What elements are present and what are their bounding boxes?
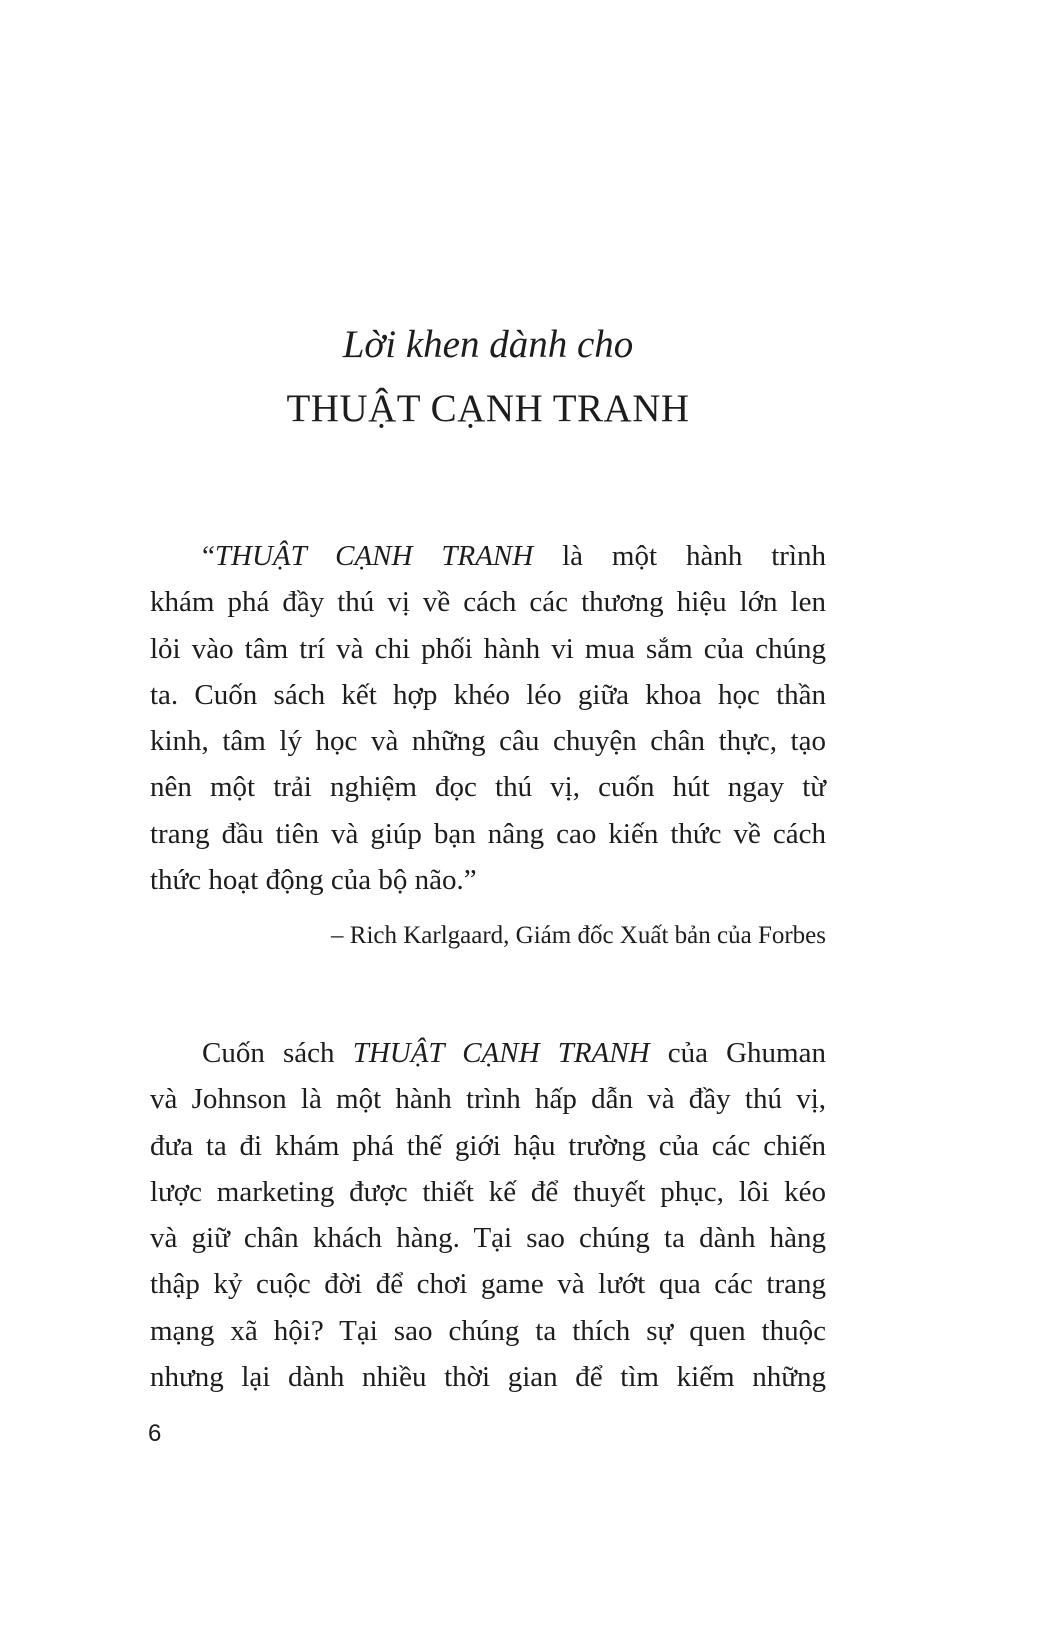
- quote-line: [150, 533, 826, 579]
- quote-text: Cuốn sách: [202, 1037, 353, 1069]
- quote-line: lược marketing được thiết kế để thuyết phục, lôi kéo: [150, 1175, 826, 1208]
- quote-text: của Ghuman: [649, 1037, 826, 1069]
- quote-line: [150, 1030, 826, 1076]
- quote-line: nhưng lại dành nhiều thời gian để tìm kiếm những: [150, 1361, 826, 1394]
- quote-line: trang đầu tiên và giúp bạn nâng cao kiến thức về cách: [150, 817, 826, 850]
- page-number: 6: [148, 1420, 162, 1447]
- quote-line: thức hoạt động của bộ não.”: [150, 864, 477, 897]
- quote-line: và giữ chân khách hàng. Tại sao chúng ta dành hàng: [150, 1222, 826, 1255]
- open-quote: “: [202, 540, 215, 572]
- book-title-italic: THUẬT CẠNH TRANH: [214, 540, 534, 572]
- quote-line: lỏi vào tâm trí và chi phối hành vi mua sắm của chúng: [150, 632, 826, 665]
- quote-line: ta. Cuốn sách kết hợp khéo léo giữa khoa học thần: [150, 678, 826, 711]
- quote-line: và Johnson là một hành trình hấp dẫn và đầy thú vị,: [150, 1083, 826, 1116]
- book-title-italic: THUẬT CẠNH TRANH: [352, 1037, 650, 1069]
- quote-line: đưa ta đi khám phá thế giới hậu trường của các chiến: [150, 1129, 826, 1162]
- section-subtitle: Lời khen dành cho: [342, 323, 634, 366]
- book-title-heading: THUẬT CẠNH TRANH: [286, 387, 690, 430]
- quote-text: là một hành trình: [533, 540, 826, 572]
- praise-quote-1: [150, 533, 826, 903]
- quote-line: khám phá đầy thú vị về cách các thương hiệu lớn len: [150, 586, 826, 619]
- praise-quote-2: [150, 1030, 826, 1400]
- quote-line: nên một trải nghiệm đọc thú vị, cuốn hút ngay từ: [150, 771, 826, 804]
- quote-line: kinh, tâm lý học và những câu chuyện chân thực, tạo: [150, 725, 826, 758]
- quote-line: mạng xã hội? Tại sao chúng ta thích sự quen thuộc: [150, 1314, 826, 1347]
- quote-line: thập kỷ cuộc đời để chơi game và lướt qua các trang: [150, 1268, 826, 1301]
- quote-attribution: – Rich Karlgaard, Giám đốc Xuất bản của Forbes: [331, 922, 826, 949]
